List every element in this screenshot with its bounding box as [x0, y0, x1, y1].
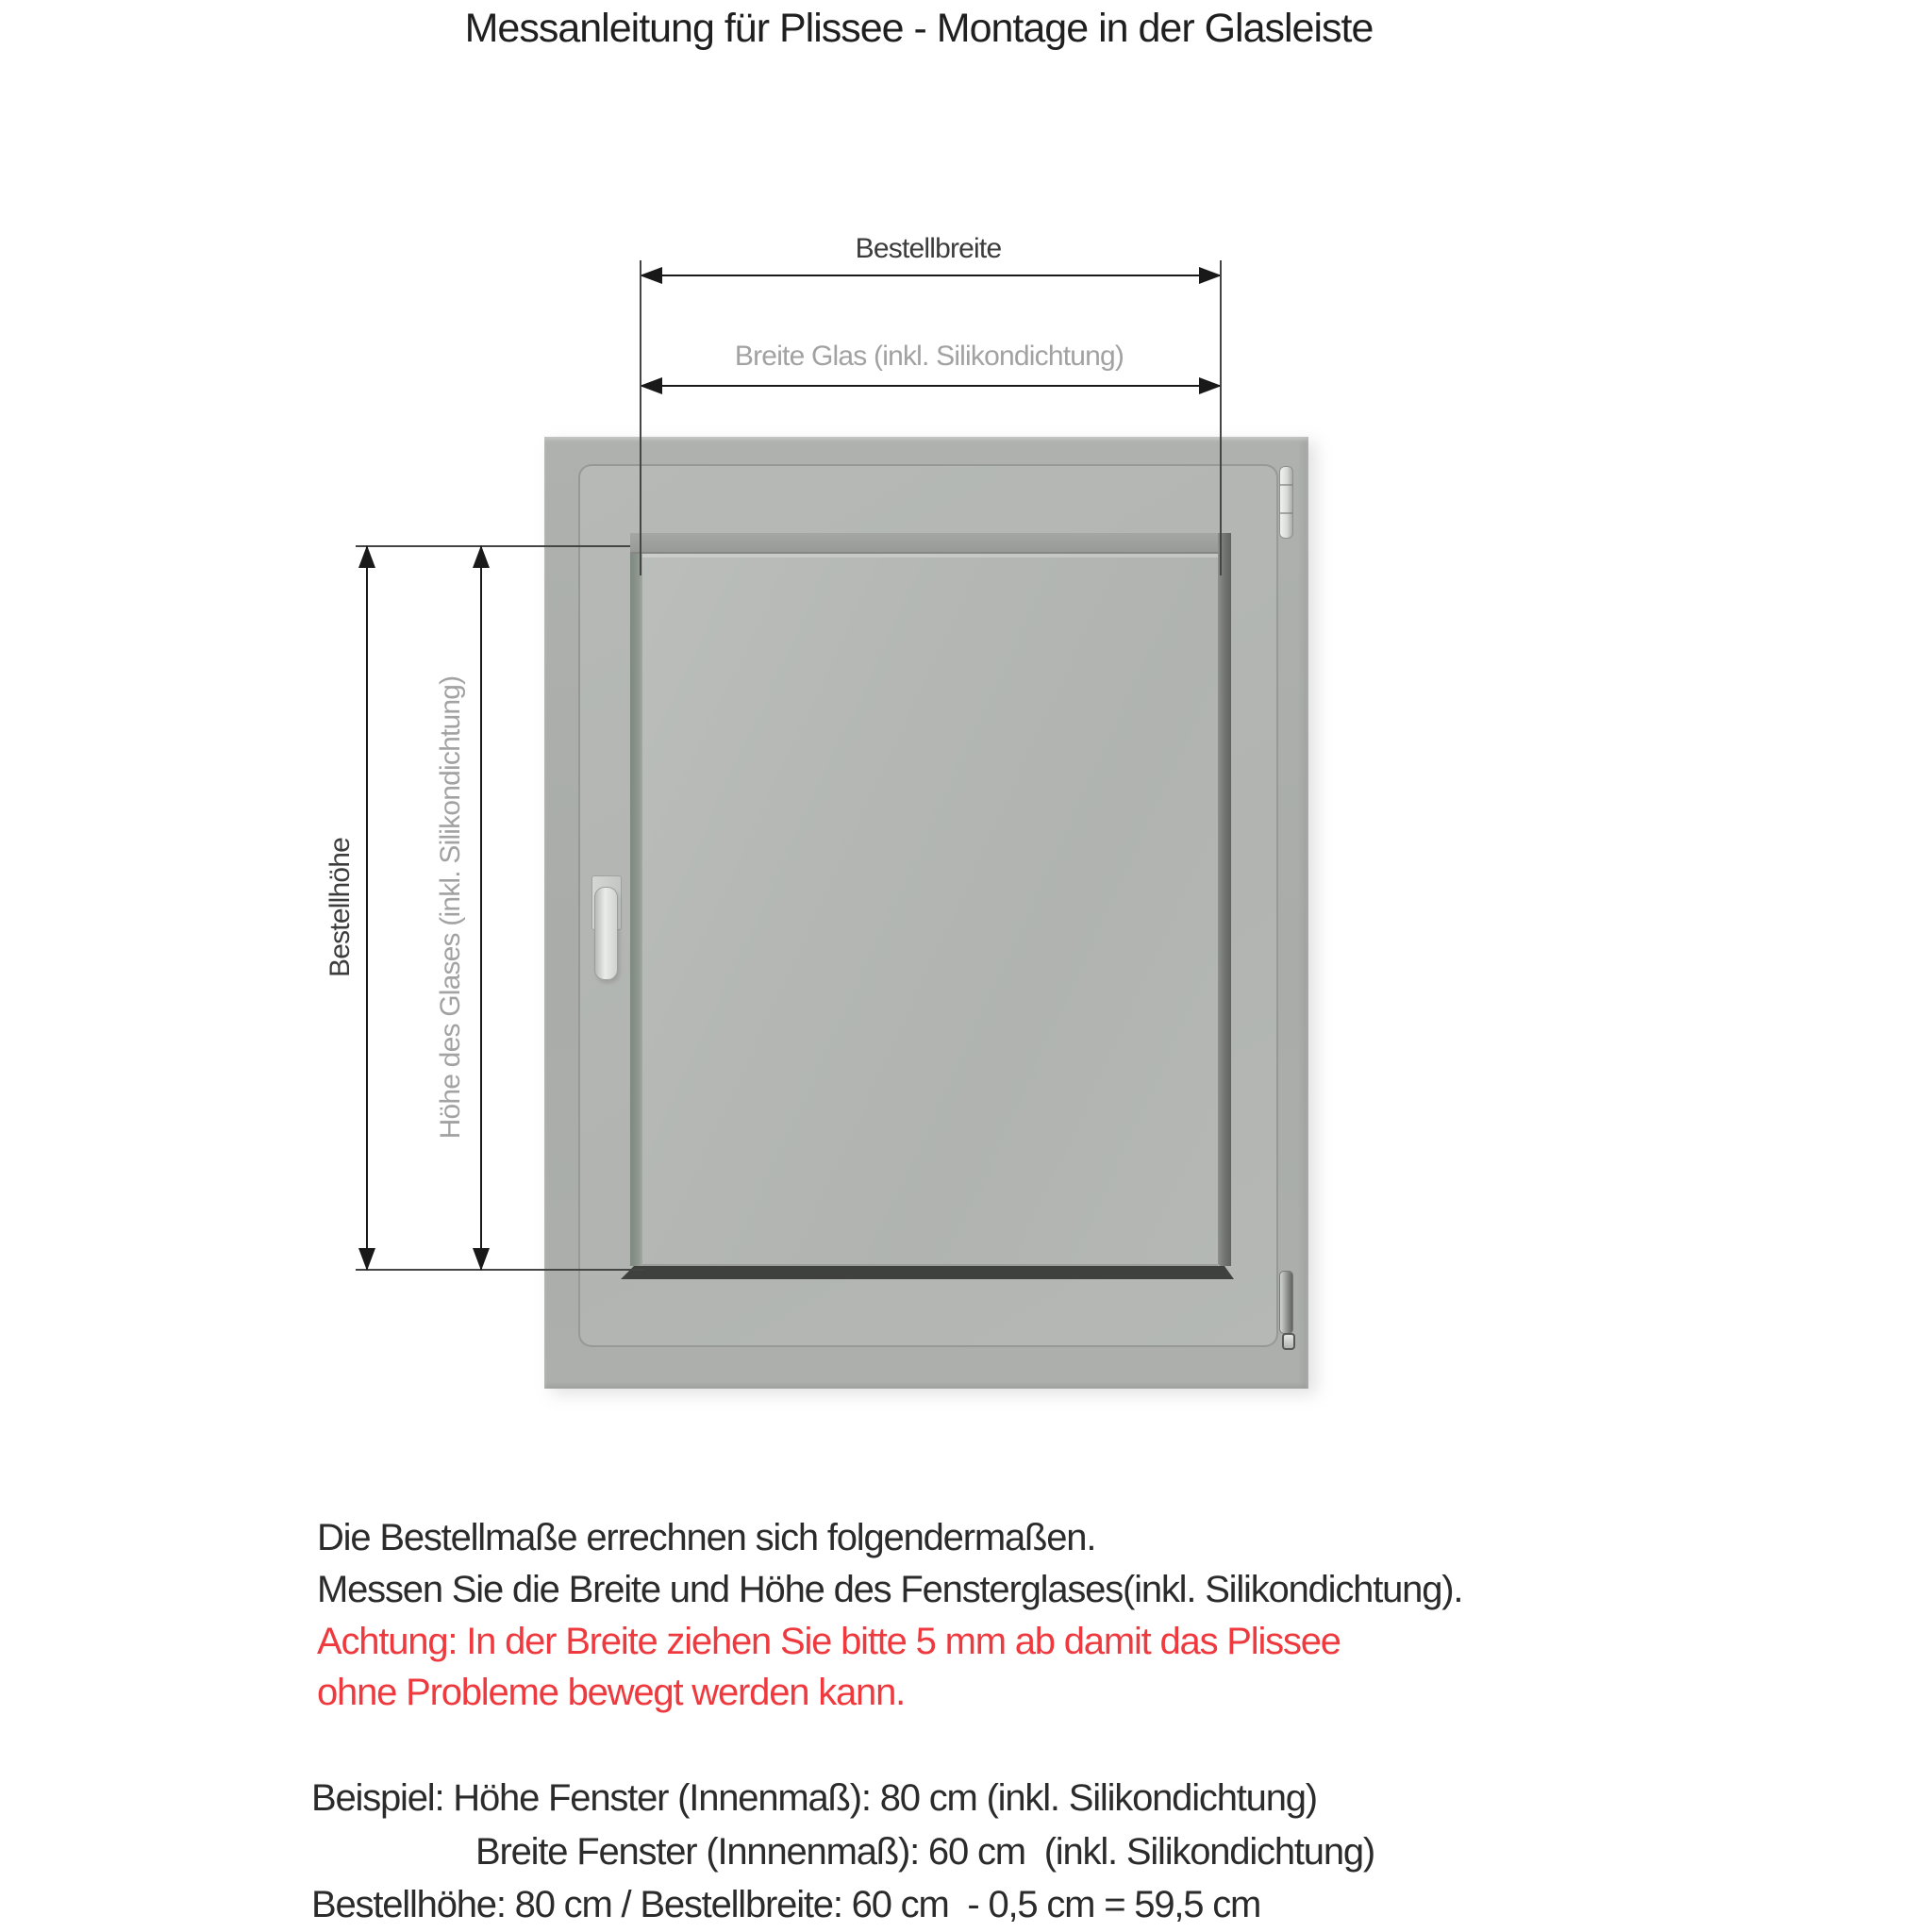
arrowhead-left-icon: [640, 377, 662, 394]
extension-line-glass-right: [1220, 260, 1222, 575]
order-width-dimension-arrow: [641, 275, 1221, 276]
glass-width-label: Breite Glas (inkl. Silikondichtung): [734, 341, 1124, 372]
order-width-label: Bestellbreite: [855, 233, 1002, 264]
hinge-notch: [1280, 512, 1292, 514]
hinge-pin-icon: [1282, 1333, 1295, 1350]
glazing-bead-top: [630, 533, 1231, 554]
hinge-top-icon: [1279, 466, 1293, 539]
glass-height-label: Höhe des Glases (inkl. Silikondichtung): [435, 675, 466, 1140]
extension-line-glass-left: [640, 260, 641, 575]
glass-bottom-edge: [642, 1264, 1218, 1266]
window-handle-icon: [594, 887, 618, 980]
glass-pane: [630, 554, 1231, 1266]
arrowhead-down-icon: [358, 1248, 375, 1271]
arrowhead-right-icon: [1199, 267, 1222, 284]
page-title: Messanleitung für Plissee - Montage in der Glasleiste: [464, 6, 1374, 51]
arrowhead-left-icon: [640, 267, 662, 284]
silicone-seal-left: [630, 554, 642, 1266]
glass-highlight: [642, 554, 1219, 558]
instruction-line-2: Messen Sie die Breite und Höhe des Fensterglases(inkl. Silikondichtung).: [317, 1569, 1463, 1610]
order-height-label: Bestellhöhe: [325, 838, 356, 977]
hinge-bottom-icon: [1279, 1271, 1293, 1334]
arrowhead-right-icon: [1199, 377, 1222, 394]
extension-line-glass-bottom: [356, 1269, 644, 1271]
extension-line-glass-top: [356, 545, 630, 547]
arrowhead-down-icon: [473, 1248, 490, 1271]
glazing-bead-bottom: [621, 1266, 1234, 1279]
silicone-seal-right: [1218, 533, 1231, 1266]
window-illustration: [544, 437, 1308, 1389]
glass-height-dimension-arrow: [480, 546, 482, 1270]
example-line-3: Bestellhöhe: 80 cm / Bestellbreite: 60 cm - 0,5 cm = 59,5 cm: [311, 1884, 1261, 1925]
hinge-notch: [1280, 484, 1292, 486]
warning-line-1: Achtung: In der Breite ziehen Sie bitte 5 mm ab damit das Plissee: [317, 1621, 1341, 1662]
instruction-line-1: Die Bestellmaße errechnen sich folgendermaßen.: [317, 1517, 1096, 1558]
glass-unit: [630, 533, 1231, 1279]
glass-width-dimension-arrow: [641, 385, 1221, 387]
arrowhead-up-icon: [473, 545, 490, 568]
order-height-dimension-arrow: [366, 546, 368, 1270]
warning-line-2: ohne Probleme bewegt werden kann.: [317, 1672, 906, 1713]
example-line-1: Beispiel: Höhe Fenster (Innenmaß): 80 cm (inkl. Silikondichtung): [311, 1777, 1317, 1819]
arrowhead-up-icon: [358, 545, 375, 568]
example-line-2: Breite Fenster (Innnenmaß): 60 cm (inkl. Silikondichtung): [475, 1831, 1375, 1873]
